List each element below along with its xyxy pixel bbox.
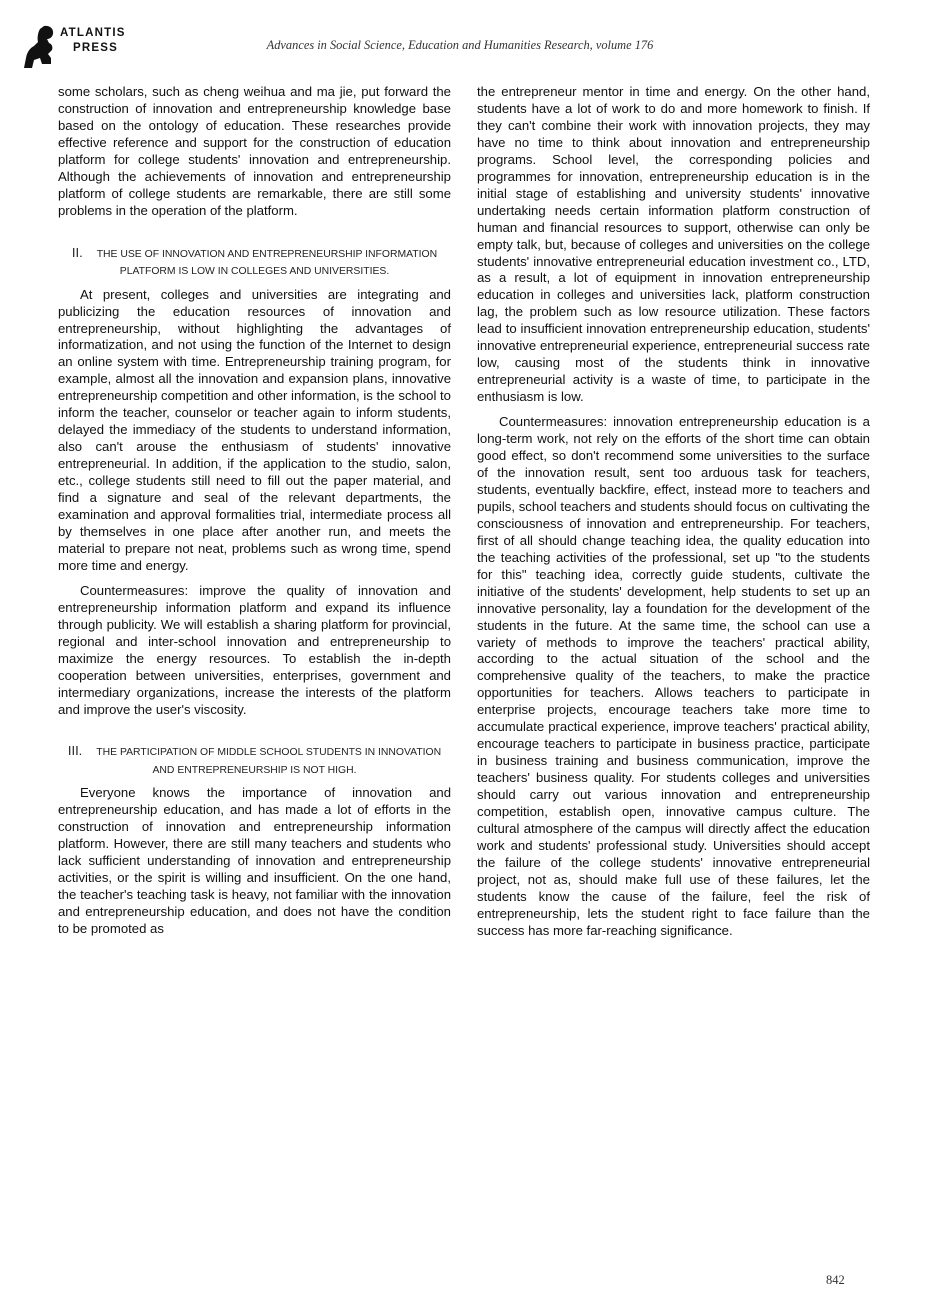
section-title: THE USE OF INNOVATION AND ENTREPRENEURSHIP INFORMATION PLATFORM IS LOW IN COLLEGES AND UNIVERSITIES.: [96, 248, 438, 278]
section-number: II.: [71, 244, 83, 260]
section-heading-2: [58, 244, 451, 281]
left-column: [58, 84, 451, 938]
paragraph: Countermeasures: improve the quality of innovation and entrepreneurship information platform and expand its influence through publicity. We will establish a sharing platform for provincial, regional and inter-school innovation and entrepreneurship to maximize the energy resources. To establish the in-depth cooperation between universities, enterprises, government and intermediary organizations, increase the interests of the platform and improve the user's viscosity.: [58, 582, 451, 717]
page-number: 842: [826, 1273, 845, 1287]
publisher-logo: [22, 24, 142, 70]
logo-wordmark: [60, 26, 126, 56]
paragraph: Countermeasures: innovation entrepreneurship education is a long-term work, not rely on the efforts of the short time can obtain good effect, so don't recommend some universities to the surface of the innovation result, sent too arduous task for teachers, students, eventually backfire, effect, instead more to teachers and pupils, school teachers and students should focus on cultivating the consciousness of innovation and entrepreneurship. For teachers, first of all should change teaching idea, the quality education into the teaching activities of the professional, set up "to the students for this" teaching idea, correctly guide students, cultivate the initiative of the students' development, help students to set up an innovative personality, lay a foundation for the development of the students in the future. At the same time, the school can use a variety of methods to improve the teachers' practical ability, according to the actual situation of the school and the comprehensive quality of the teachers, to make the practice opportunities for teachers. Allows teachers to participate in enterprise projects, encourage teachers take more time to accumulate practical experience, improve teachers' practical ability, encourage teachers to participate in business practice, participate in business training and business communication, improve the teachers' business quality. For students colleges and universities should carry out various innovation and entrepreneurship competition, establish open, innovative campus culture. The cultural atmosphere of the campus will directly affect the education work and students' professional study. Universities should accept the failure of the college students' innovative entrepreneurial project, not as, should make full use of these failures, let the students know the cause of the failure, feel the risk of entrepreneurship, lets the student right to face failure than the success has more far-reaching significance.: [477, 414, 870, 938]
journal-title: Advances in Social Science, Education and Humanities Research, volume 176: [266, 38, 654, 52]
logo-line-2: PRESS: [73, 42, 118, 54]
logo-line-1: ATLANTIS: [60, 27, 126, 39]
section-title: THE PARTICIPATION OF MIDDLE SCHOOL STUDENTS IN INNOVATION AND ENTREPRENEURSHIP IS NOT HIGH.: [96, 747, 442, 776]
paragraph: Everyone knows the importance of innovation and entrepreneurship education, and has made a lot of efforts in the construction of innovation and entrepreneurship information platform. However, there are still many teachers and students who lack sufficient understanding of innovation and entrepreneurship activities, or the spirit is willing and insufficient. On the one hand, the teacher's teaching task is heavy, not familiar with the innovation and entrepreneurship education, and does not have the condition to be promoted as: [58, 785, 451, 937]
section-heading-3: [58, 742, 451, 779]
paragraph: At present, colleges and universities are integrating and publicizing the education resources of innovation and entrepreneurship, without highlighting the advantages of informatization, and not using the function of the Internet to design an online system with time. Entrepreneurship training program, for example, almost all the innovation and expansion plans, innovative entrepreneurship competition and other information, is the school to inform the teacher, counselor or teacher again to inform students, delayed the immediacy of the students to understand information, also can't arouse the enthusiasm of students' innovative entrepreneurial. In addition, if the application to the studio, salon, etc., college students still need to fill out the paper material, and find a signature and seal of the relevant departments, the examination and approval formalities trial, intermediate process all by themselves in one place after another run, and meets the material to prepare not neat, problems such as wrong time, spend more time and energy.: [58, 286, 451, 573]
thinker-logo-icon: [22, 24, 62, 70]
right-column: [477, 84, 870, 940]
paragraph: some scholars, such as cheng weihua and ma jie, put forward the construction of innovation and entrepreneurship knowledge base based on the ontology of education. These researches provide effective reference and support for the construction of education platform for college students' innovation and entrepreneurship. Although the achievements of innovation and entrepreneurship platform of college students are remarkable, there are still some problems in the operation of the platform.: [58, 84, 451, 218]
paragraph: the entrepreneur mentor in time and energy. On the other hand, students have a lot of work to do and more homework to finish. If they can't combine their work with innovation projects, they may have no time to think about innovation and entrepreneurship programs. School level, the corresponding policies and programmes for innovation, entrepreneurship education is in the initial stage of establishing and university students' innovative undertaking needs certain information platform construction of human and financial resources to support, otherwise can only be empty talk, but, because of colleges and universities on the college students' innovative entrepreneurial education investment co., LTD, as a result, a lot of equipment in innovation entrepreneurship education in colleges and universities lack, platform construction lag, the problem such as low resource utilization. These factors lead to insufficient innovation entrepreneurship education, students' innovative entrepreneurial experience, entrepreneurial success rate low, causing most of the students think in innovative entrepreneurial activity is a waste of time, to participate in the enthusiasm is low.: [477, 84, 870, 405]
section-number: III.: [67, 743, 83, 759]
